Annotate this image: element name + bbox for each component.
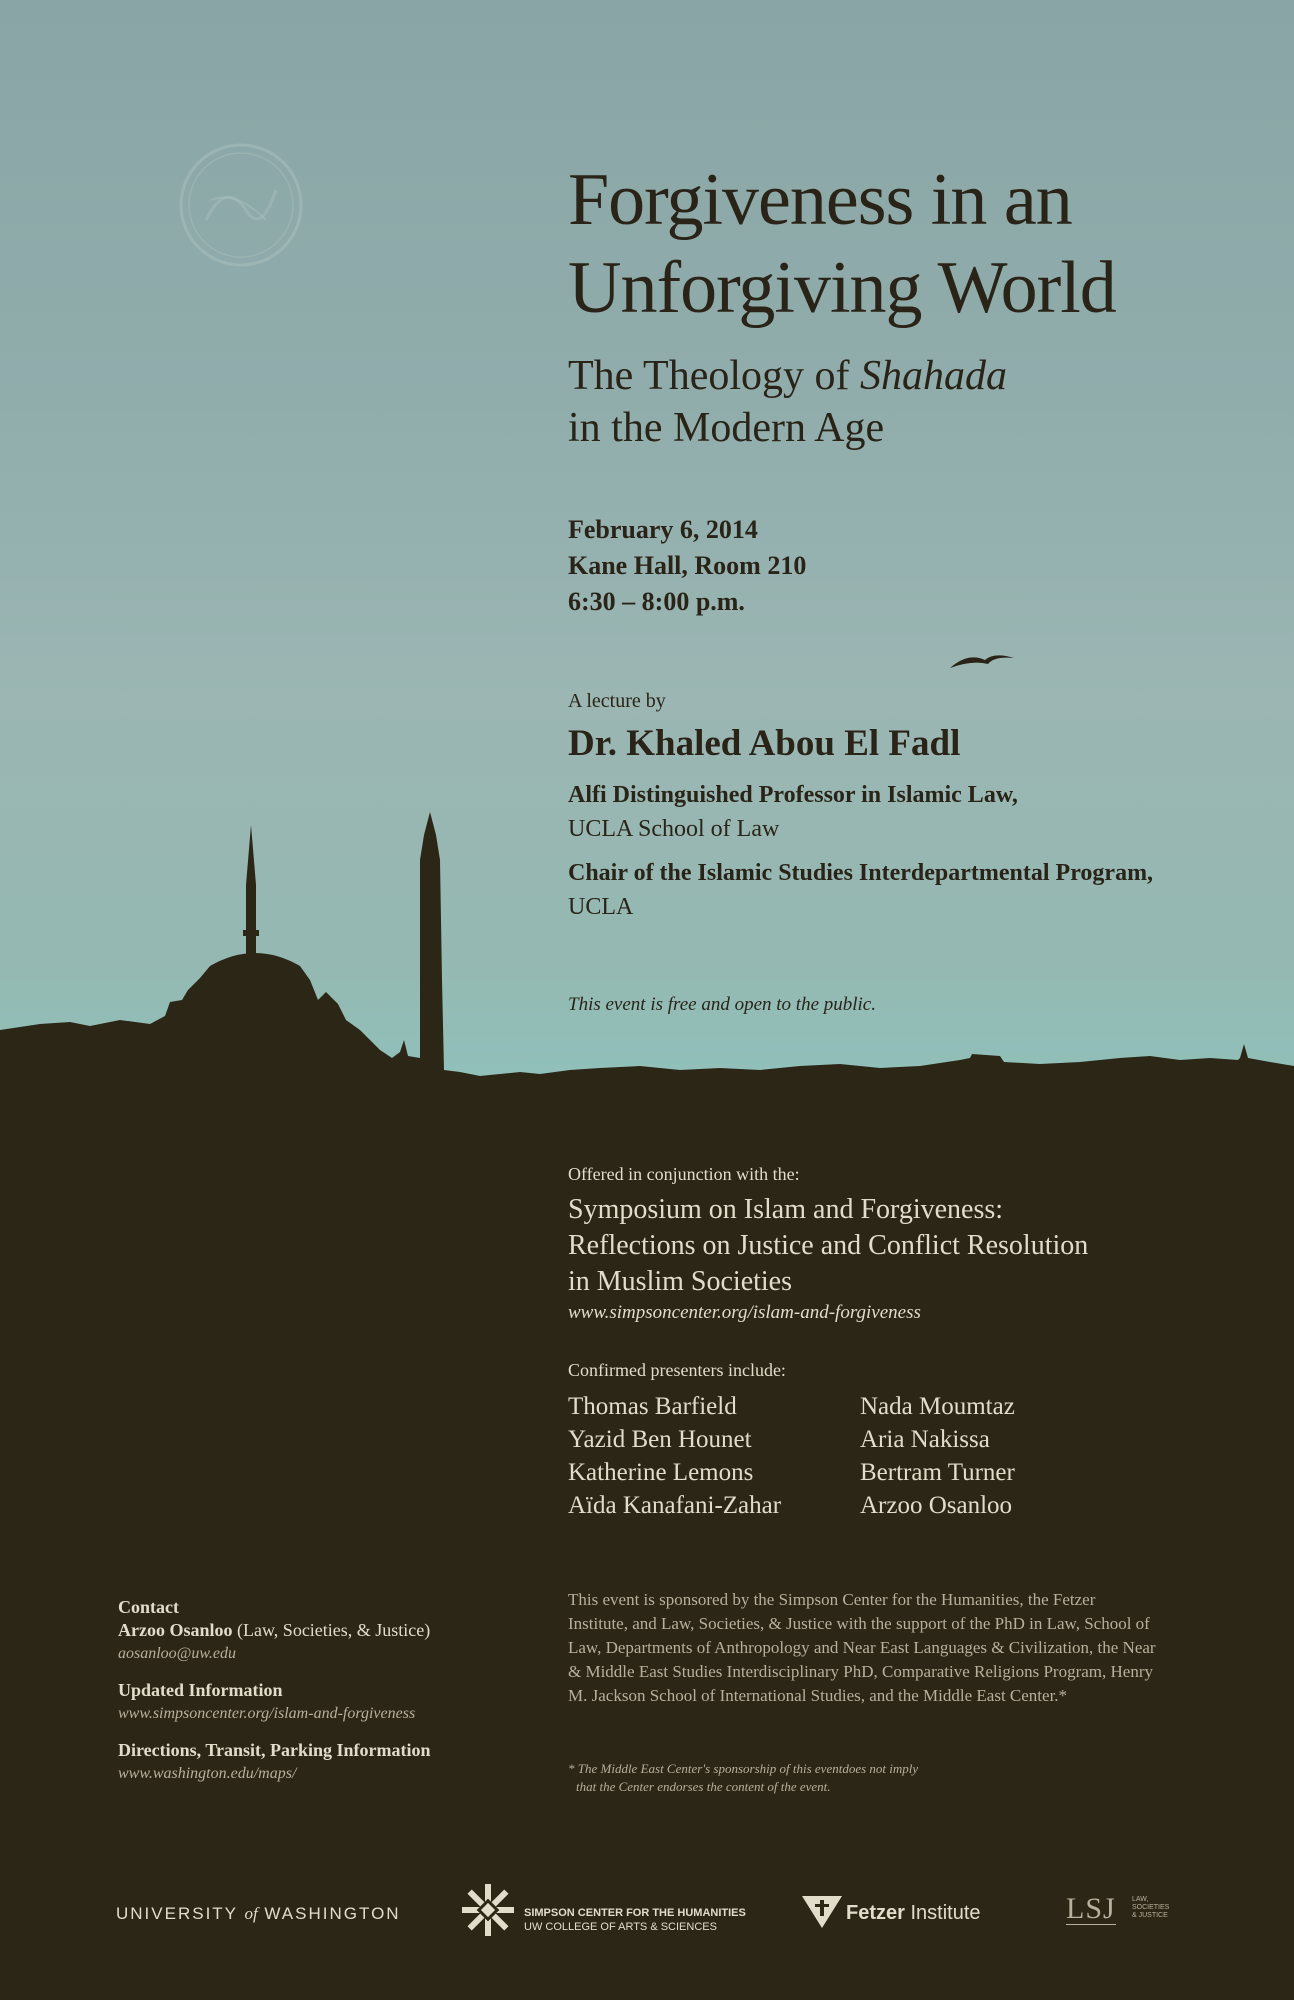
poster-title: [568, 156, 1116, 332]
symposium-line-2: Reflections on Justice and Conflict Resolution: [568, 1230, 1089, 1261]
subtitle-prefix: The Theology of: [568, 353, 860, 399]
presenter-name: Thomas Barfield: [568, 1393, 737, 1420]
contact-heading: Contact: [118, 1597, 179, 1617]
event-time: 6:30 – 8:00 p.m.: [568, 587, 745, 616]
directions-section: [118, 1739, 431, 1785]
footnote-line-2: that the Center endorses the content of the event.: [576, 1779, 831, 1794]
lecture-intro: A lecture by: [568, 690, 666, 712]
speaker-role-2: [568, 856, 1153, 924]
poster-subtitle: [568, 350, 1007, 454]
sponsor-footnote: [568, 1760, 988, 1796]
fetzer-logo-icon: [802, 1894, 842, 1930]
presenters-label: Confirmed presenters include:: [568, 1360, 786, 1380]
role-2-org: UCLA: [568, 894, 634, 920]
contact-email[interactable]: aosanloo@uw.edu: [118, 1645, 236, 1662]
contact-affiliation: (Law, Societies, & Justice): [232, 1620, 431, 1640]
footnote-line-1: * The Middle East Center's sponsorship of this eventdoes not imply: [568, 1761, 919, 1776]
lsj-logo: LSJ: [1066, 1892, 1116, 1925]
symposium-line-1: Symposium on Islam and Forgiveness:: [568, 1194, 1004, 1225]
speaker-name: Dr. Khaled Abou El Fadl: [568, 723, 961, 764]
uw-logo-of: of: [244, 1904, 258, 1923]
simpson-snowflake-icon: [460, 1882, 516, 1938]
symposium-line-3: in Muslim Societies: [568, 1266, 792, 1297]
updated-info-section: [118, 1679, 431, 1725]
offered-label: Offered in conjunction with the:: [568, 1164, 800, 1184]
simpson-line-1: SIMPSON CENTER FOR THE HUMANITIES: [524, 1907, 746, 1919]
free-event-note: This event is free and open to the public.: [568, 994, 876, 1015]
speaker-role-1: [568, 778, 1018, 846]
contact-block: [118, 1596, 431, 1799]
simpson-line-2: UW COLLEGE OF ARTS & SCIENCES: [524, 1921, 717, 1933]
subtitle-emphasis: Shahada: [860, 353, 1007, 399]
presenter-name: Katherine Lemons: [568, 1459, 754, 1486]
symposium-url[interactable]: www.simpsoncenter.org/islam-and-forgiveness: [568, 1302, 921, 1323]
title-line-2: Unforgiving World: [568, 247, 1116, 329]
presenter-name: Aria Nakissa: [860, 1426, 990, 1453]
calligraphy-seal-icon: [176, 140, 306, 270]
lsj-logo-subtext: [1132, 1896, 1169, 1920]
fetzer-logo-text: [846, 1902, 981, 1925]
updated-info-heading: Updated Information: [118, 1680, 283, 1700]
presenter-name: Arzoo Osanloo: [860, 1492, 1013, 1519]
updated-info-url[interactable]: www.simpsoncenter.org/islam-and-forgiveness: [118, 1705, 416, 1722]
lsj-sub-3: & JUSTICE: [1132, 1912, 1168, 1919]
role-1-title: Alfi Distinguished Professor in Islamic Law,: [568, 782, 1018, 808]
presenters-column-1: [568, 1390, 781, 1522]
lsj-sub-2: SOCIETIES: [1132, 1904, 1170, 1911]
presenters-column-2: [860, 1390, 1015, 1522]
contact-name: Arzoo Osanloo: [118, 1620, 233, 1640]
directions-url[interactable]: www.washington.edu/maps/: [118, 1765, 297, 1782]
sponsor-statement: This event is sponsored by the Simpson Center for the Humanities, the Fetzer Institute, and Law, Societies, & Justice with the support of the PhD in Law, School of Law, Departments of Anthropology and Near East Languages & Civilization, the Near & Middle East Studies Interdisciplinary PhD, Comparative Religions Program, Henry M. Jackson School of International Studies, and the Middle East Center.*: [568, 1590, 1156, 1705]
lsj-sub-1: LAW,: [1132, 1896, 1149, 1903]
presenter-name: Aïda Kanafani-Zahar: [568, 1492, 782, 1519]
uw-logo-text-pre: UNIVERSITY: [116, 1904, 245, 1923]
role-1-org: UCLA School of Law: [568, 816, 780, 842]
title-line-1: Forgiveness in an: [568, 159, 1072, 241]
subtitle-line-2: in the Modern Age: [568, 405, 885, 451]
fetzer-bold: Fetzer: [846, 1902, 905, 1924]
contact-section: [118, 1596, 431, 1665]
event-venue: Kane Hall, Room 210: [568, 551, 807, 580]
presenter-name: Yazid Ben Hounet: [568, 1426, 752, 1453]
role-2-title: Chair of the Islamic Studies Interdepartmental Program,: [568, 860, 1154, 886]
fetzer-rest: Institute: [904, 1902, 981, 1924]
event-details: [568, 512, 806, 620]
uw-logo: [116, 1904, 401, 1924]
presenter-name: Nada Moumtaz: [860, 1393, 1015, 1420]
uw-logo-text-post: WASHINGTON: [257, 1904, 401, 1923]
symposium-title: [568, 1192, 1088, 1300]
simpson-center-logo-text: [524, 1906, 746, 1934]
directions-heading: Directions, Transit, Parking Information: [118, 1740, 431, 1760]
presenter-name: Bertram Turner: [860, 1459, 1015, 1486]
event-date: February 6, 2014: [568, 515, 758, 544]
